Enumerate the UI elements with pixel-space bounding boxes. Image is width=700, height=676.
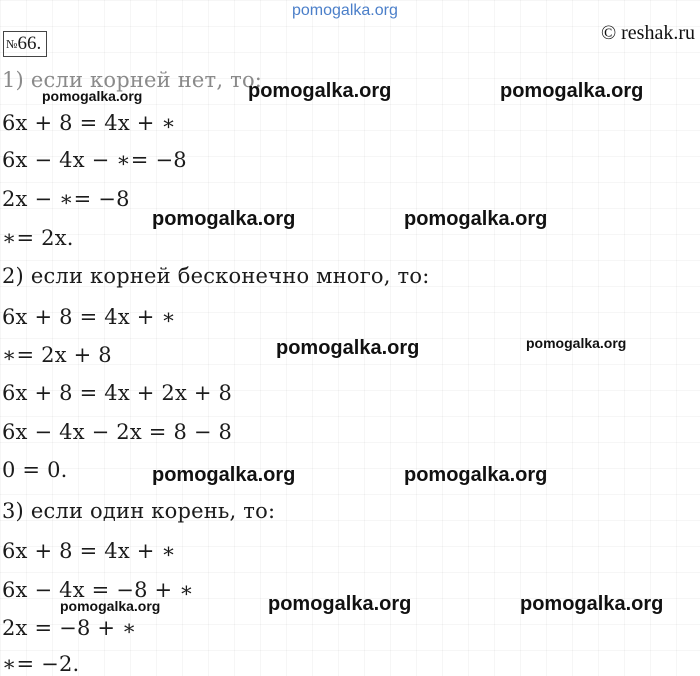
problem-number-badge bbox=[3, 31, 47, 57]
watermark: pomogalka.org bbox=[268, 593, 412, 615]
watermark: pomogalka.org bbox=[404, 208, 548, 230]
equation-line: 6x − 4x − 2x = 8 − 8 bbox=[2, 420, 233, 444]
equation-line: 6x − 4x − ∗= −8 bbox=[2, 148, 187, 172]
watermark: pomogalka.org bbox=[526, 335, 627, 351]
watermark: pomogalka.org bbox=[500, 80, 644, 102]
number-sign: № bbox=[6, 37, 18, 51]
watermark: pomogalka.org bbox=[42, 88, 143, 104]
watermark: pomogalka.org bbox=[520, 593, 664, 615]
equation-line: 6x + 8 = 4x + ∗ bbox=[2, 305, 176, 329]
equation-line: 6x + 8 = 4x + ∗ bbox=[2, 539, 176, 563]
equation-line: 0 = 0. bbox=[2, 458, 68, 482]
equation-line: 6x + 8 = 4x + 2x + 8 bbox=[2, 381, 233, 405]
equation-line: 2x − ∗= −8 bbox=[2, 187, 130, 211]
watermark: pomogalka.org bbox=[404, 464, 548, 486]
equation-line: 2x = −8 + ∗ bbox=[2, 616, 137, 640]
watermark: pomogalka.org bbox=[152, 208, 296, 230]
top-watermark: pomogalka.org bbox=[292, 2, 398, 19]
case-3-heading: 3) если один корень, то: bbox=[2, 499, 276, 523]
equation-line: ∗= −2. bbox=[2, 652, 80, 676]
equation-line: ∗= 2x. bbox=[2, 226, 74, 250]
watermark: pomogalka.org bbox=[152, 464, 296, 486]
equation-line: 6x − 4x = −8 + ∗ bbox=[2, 578, 194, 602]
copyright-label: © reshak.ru bbox=[600, 22, 695, 44]
equation-line: 6x + 8 = 4x + ∗ bbox=[2, 111, 176, 135]
watermark: pomogalka.org bbox=[60, 598, 161, 614]
problem-number: 66. bbox=[17, 33, 42, 54]
case-2-heading: 2) если корней бесконечно много, то: bbox=[2, 264, 430, 288]
case-1-heading: 1) если корней нет, то: bbox=[2, 68, 263, 92]
equation-line: ∗= 2x + 8 bbox=[2, 343, 112, 367]
watermark: pomogalka.org bbox=[248, 80, 392, 102]
watermark: pomogalka.org bbox=[276, 337, 420, 359]
